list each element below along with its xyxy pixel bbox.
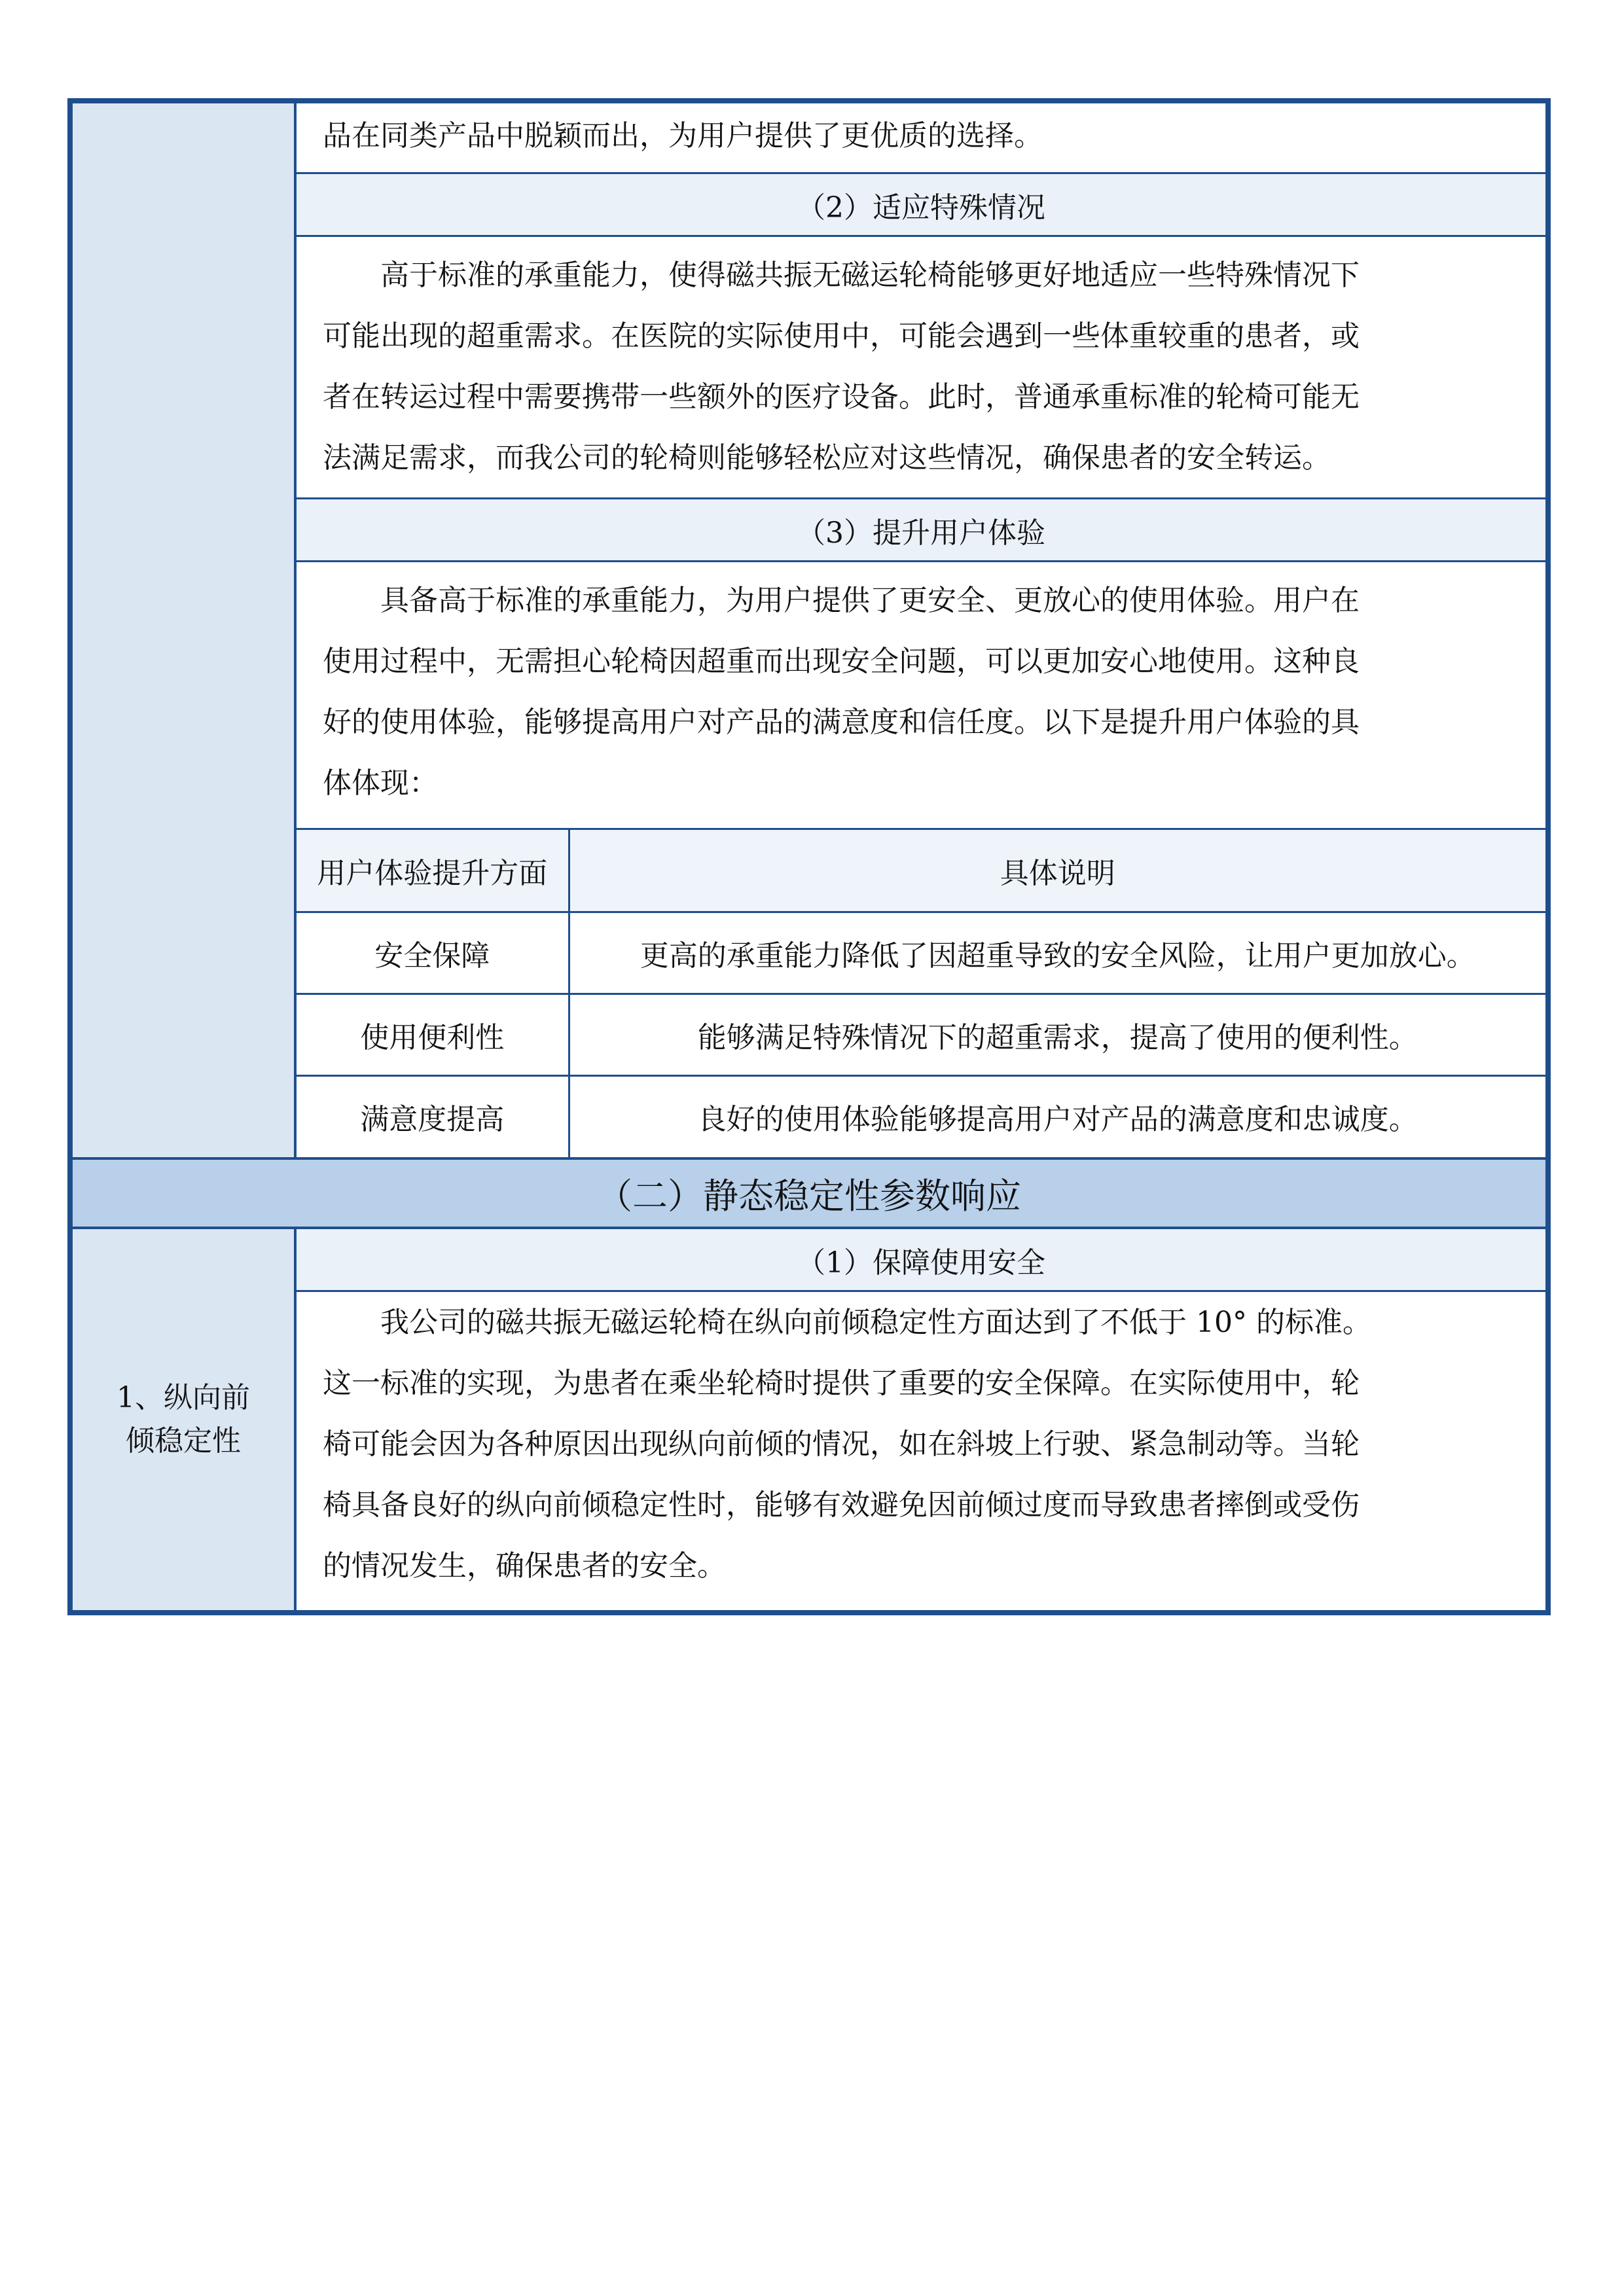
row-description: 更高的承重能力降低了因超重导致的安全风险，让用户更加放心。 [569, 912, 1545, 994]
para-line: 体体现： [323, 766, 438, 800]
row-description: 良好的使用体验能够提高用户对产品的满意度和忠诚度。 [697, 1103, 1418, 1137]
continuation-paragraph [297, 103, 1545, 174]
table-row [297, 1075, 1545, 1157]
row-aspect: 安全保障 [297, 912, 569, 994]
continuation-text: 品在同类产品中脱颖而出，为用户提供了更优质的选择。 [323, 119, 1043, 152]
row-description: 能够满足特殊情况下的超重需求，提高了使用的便利性。 [569, 994, 1545, 1075]
para-line: 法满足需求，而我公司的轮椅则能够轻松应对这些情况，确保患者的安全转运。 [323, 441, 1331, 475]
left-column-item [73, 1229, 297, 1610]
para-line: 使用过程中，无需担心轮椅因超重而出现安全问题，可以更加安心地使用。这种良 [323, 645, 1360, 678]
row-aspect: 满意度提高 [297, 1075, 569, 1157]
experience-table-header [297, 830, 1545, 912]
para-line: 好的使用体验，能够提高用户对产品的满意度和信任度。以下是提升用户体验的具 [323, 706, 1360, 739]
para-line: 我公司的磁共振无磁运轮椅在纵向前倾稳定性方面达到了不低于 10° 的标准。 [380, 1306, 1371, 1339]
para-line: 椅具备良好的纵向前倾稳定性时，能够有效避免因前倾过度而导致患者摔倒或受伤 [323, 1488, 1360, 1522]
para-line: 的情况发生，确保患者的安全。 [323, 1549, 726, 1583]
para-line: 这一标准的实现，为患者在乘坐轮椅时提供了重要的安全保障。在实际使用中，轮 [323, 1367, 1360, 1400]
document-table [67, 98, 1551, 1615]
para-line: 高于标准的承重能力，使得磁共振无磁运轮椅能够更好地适应一些特殊情况下 [380, 259, 1360, 292]
right-column-bottom [297, 1229, 1545, 1610]
header-aspect: 用户体验提升方面 [297, 830, 569, 912]
row-aspect: 使用便利性 [297, 994, 569, 1075]
section-title: （二）静态稳定性参数响应 [597, 1175, 1021, 1217]
para-line: 者在转运过程中需要携带一些额外的医疗设备。此时，普通承重标准的轮椅可能无 [323, 380, 1360, 414]
header-description: 具体说明 [569, 830, 1545, 912]
sub-heading-3 [297, 499, 1545, 562]
sub-heading-2-text: （2）适应特殊情况 [797, 190, 1045, 224]
right-column-top [297, 103, 1545, 1157]
para-line: 椅可能会因为各种原因出现纵向前倾的情况，如在斜坡上行驶、紧急制动等。当轮 [323, 1427, 1360, 1461]
sub-heading-safety-text: （1）保障使用安全 [797, 1246, 1045, 1280]
paragraph-user-experience [297, 562, 1545, 830]
sub-heading-2 [297, 174, 1545, 237]
item-label [73, 1376, 294, 1463]
para-line: 可能出现的超重需求。在医院的实际使用中，可能会遇到一些体重较重的患者，或 [323, 319, 1360, 353]
sub-heading-safety [297, 1229, 1545, 1292]
section-title-bar [73, 1157, 1545, 1229]
table-row [297, 994, 1545, 1075]
item-label-line: 1、纵向前 [117, 1381, 250, 1414]
item-label-line: 倾稳定性 [126, 1424, 241, 1458]
paragraph-safety [297, 1292, 1545, 1610]
sub-heading-3-text: （3）提升用户体验 [797, 516, 1045, 550]
experience-table [297, 830, 1545, 1157]
table-row [297, 912, 1545, 994]
left-column-continued [73, 103, 297, 1157]
para-line: 具备高于标准的承重能力，为用户提供了更安全、更放心的使用体验。用户在 [380, 584, 1360, 617]
paragraph-special-cases [297, 237, 1545, 499]
